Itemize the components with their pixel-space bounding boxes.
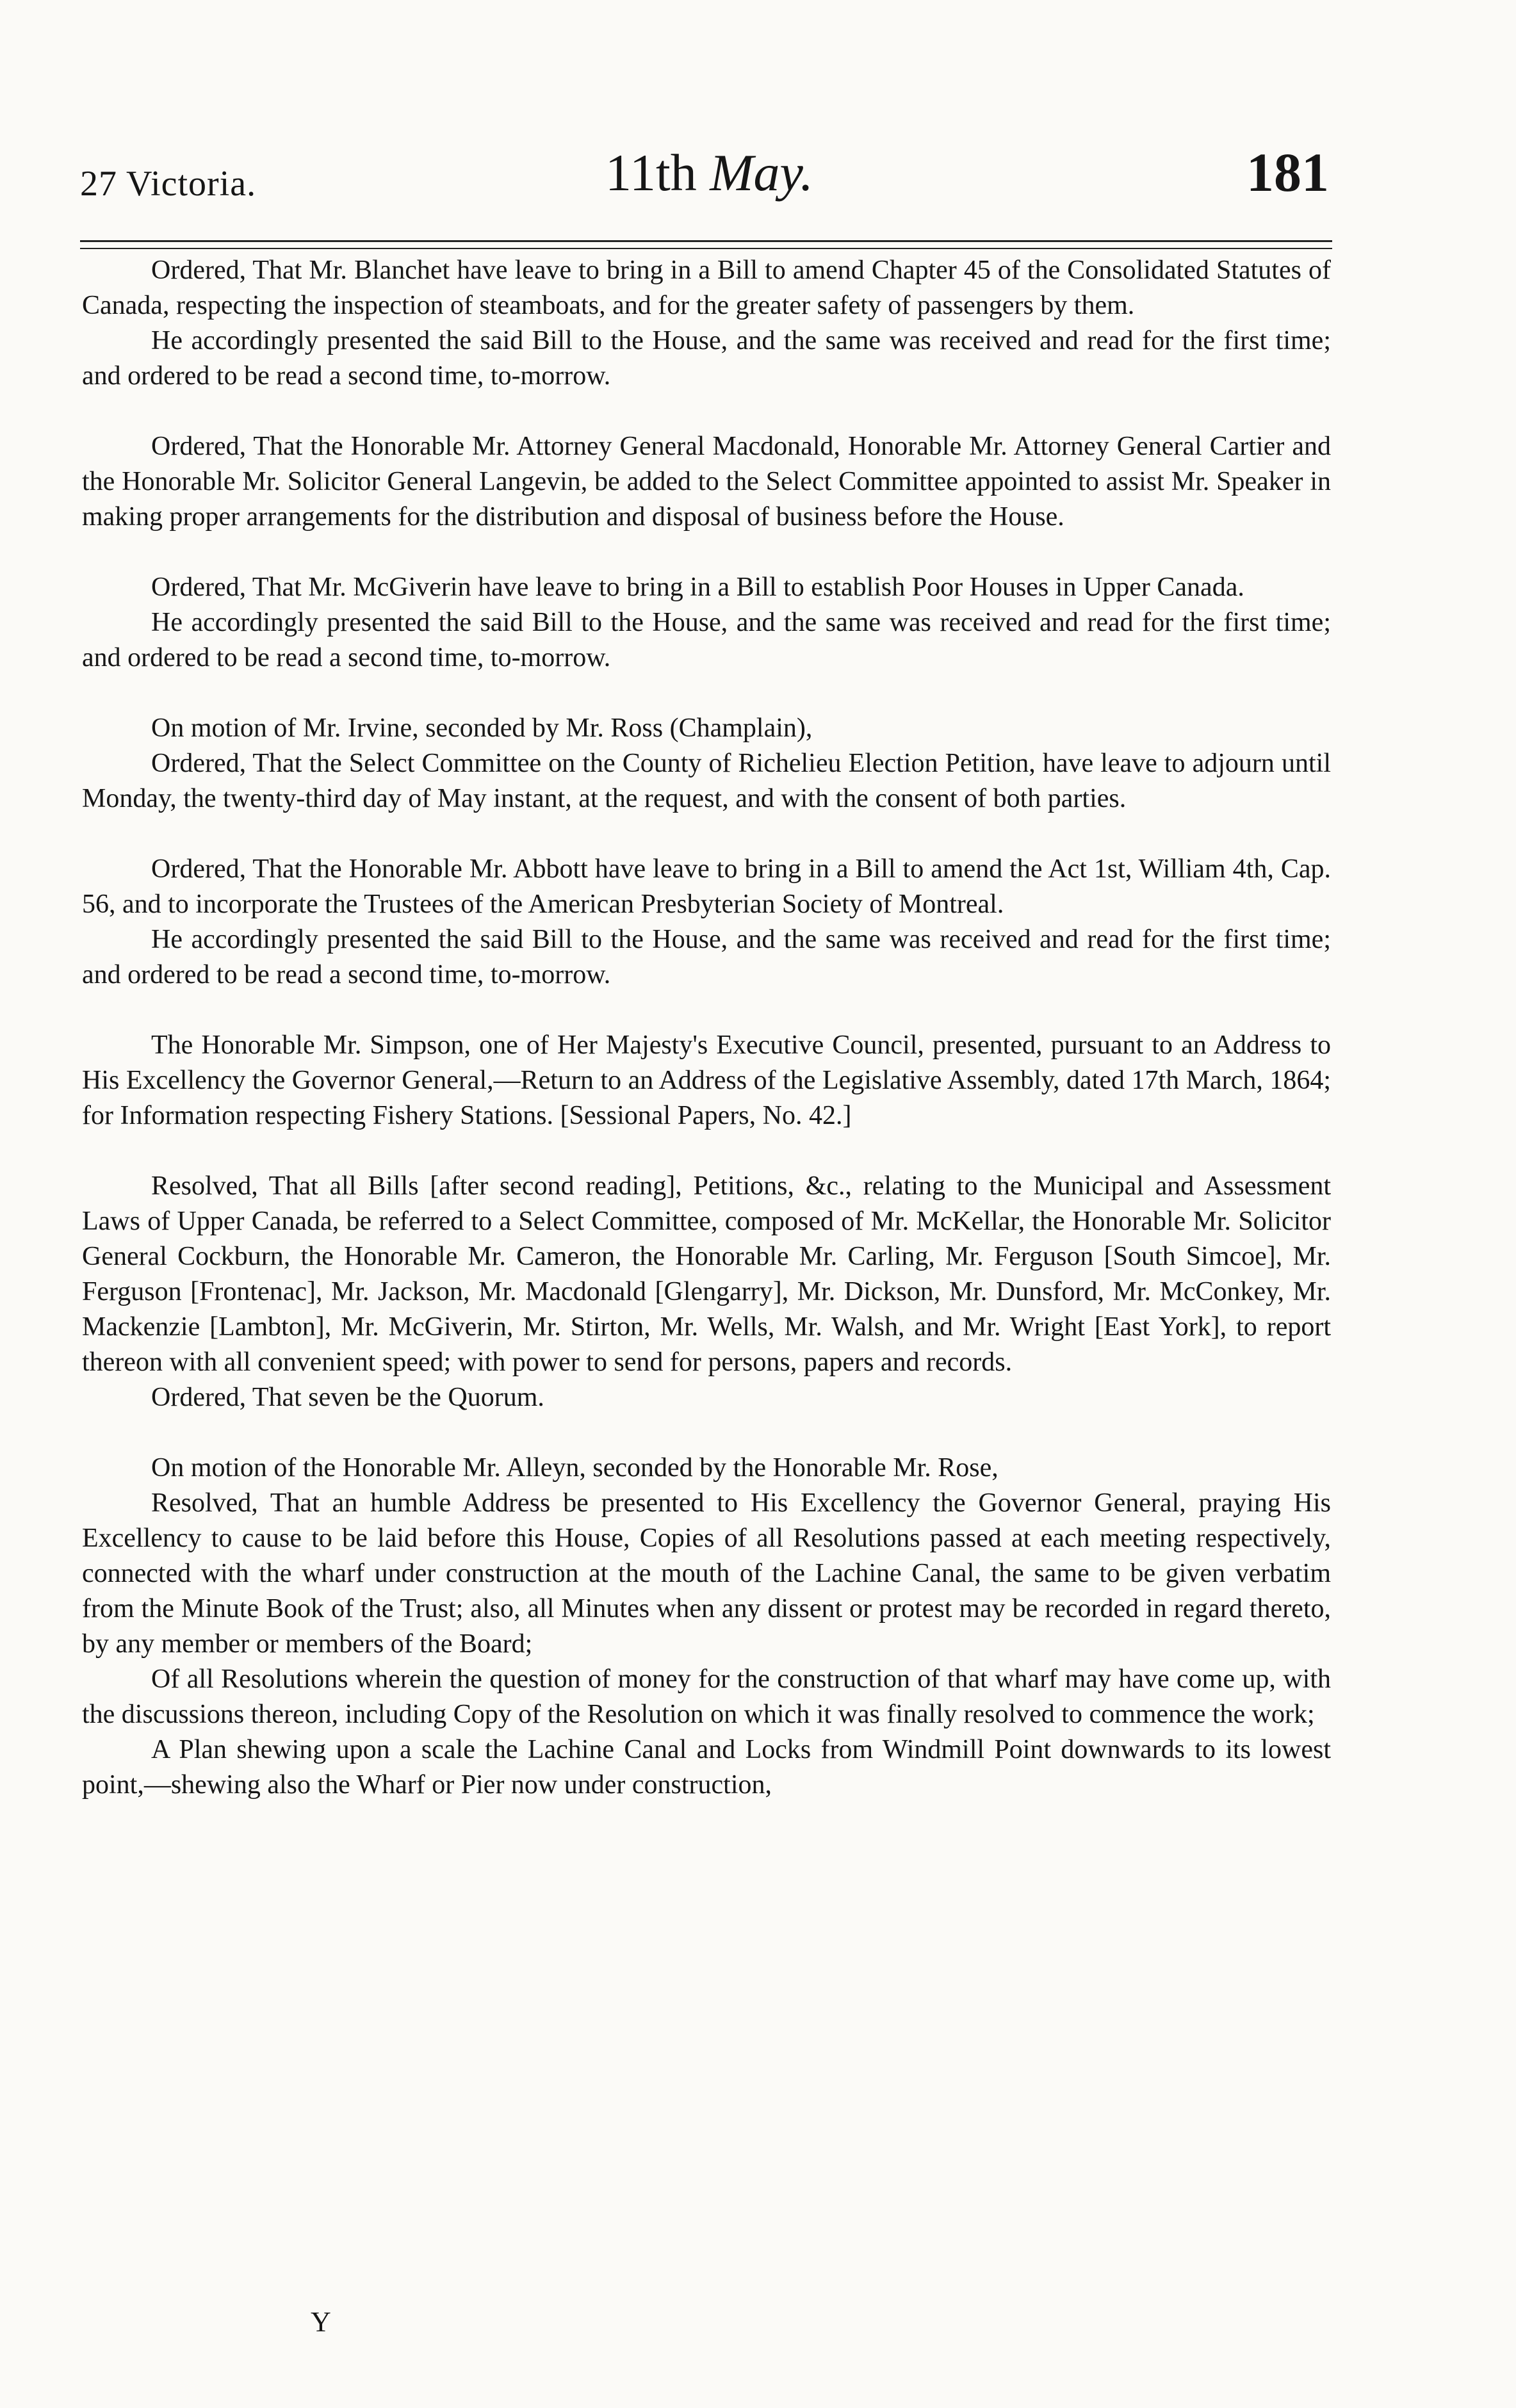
paragraph-irvine-motion: On motion of Mr. Irvine, seconded by Mr. Ross (Champlain), (151, 713, 813, 743)
paragraph-alleyn-motion: On motion of the Honorable Mr. Alleyn, seconded by the Honorable Mr. Rose, (151, 1453, 998, 1483)
regnal-year: 27 Victoria. (80, 164, 257, 204)
paragraph-lachine-plan: A Plan shewing upon a scale the Lachine Canal and Locks from Windmill Point downwards to its lowest point,—shewing also the Wharf or Pier now under construction, (82, 1735, 1331, 1800)
paragraph-richelieu-order: Ordered, That the Select Committee on the County of Richelieu Election Petition, have leave to adjourn until Monday, the twenty-third day of May instant, at the request, and with the consent of both parties. (82, 749, 1331, 813)
paragraph-mcgiverin-order: Ordered, That Mr. McGiverin have leave to bring in a Bill to establish Poor Houses in Upper Canada. (151, 573, 1244, 602)
paragraph-blanchet-presented: He accordingly presented the said Bill to the House, and the same was received and read for the first time; and ordered to be read a second time, to-morrow. (82, 326, 1331, 391)
page-number: 181 (1246, 142, 1329, 203)
page-header (80, 138, 1329, 221)
paragraph-simpson-return: The Honorable Mr. Simpson, one of Her Majesty's Executive Council, presented, pursuant to an Address to His Excellency the Governor General,—Return to an Address of the Legislative Assembly, dated 17th March, 1864; for Information respecting Fishery Stations. [Sessional Papers, No. 42.] (82, 1030, 1331, 1130)
paragraph-select-committee-additions: Ordered, That the Honorable Mr. Attorney General Macdonald, Honorable Mr. Attorney General Cartier and the Honorable Mr. Solicitor General Langevin, be added to the Select Committee appointed to assist Mr. Speaker in making proper arrangements for the distribution and disposal of business before the House. (82, 432, 1331, 532)
paragraph-municipal-resolution: Resolved, That all Bills [after second reading], Petitions, &c., relating to the Municipal and Assessment Laws of Upper Canada, be referred to a Select Committee, composed of Mr. McKellar, the Honorable Mr. Solicitor General Cockburn, the Honorable Mr. Cameron, the Honorable Mr. Carling, Mr. Ferguson [South Simcoe], Mr. Ferguson [Frontenac], Mr. Jackson, Mr. Macdonald [Glengarry], Mr. Dickson, Mr. Dunsford, Mr. McConkey, Mr. Mackenzie [Lambton], Mr. McGiverin, Mr. Stirton, Mr. Wells, Mr. Walsh, and Mr. Wright [East York], to report thereon with all convenient speed; with power to send for persons, papers and records. (82, 1171, 1331, 1377)
paragraph-abbott-presented: He accordingly presented the said Bill to the House, and the same was received and read for the first time; and ordered to be read a second time, to-morrow. (82, 925, 1331, 989)
paragraph-quorum-order: Ordered, That seven be the Quorum. (151, 1383, 544, 1412)
journal-body (82, 253, 1331, 1803)
paragraph-abbott-order: Ordered, That the Honorable Mr. Abbott have leave to bring in a Bill to amend the Act 1st, William 4th, Cap. 56, and to incorporate the Trustees of the American Presbyterian Society of Montreal. (82, 854, 1331, 919)
header-rule-bottom (80, 248, 1332, 249)
date-month: May. (710, 143, 813, 202)
paragraph-lachine-money: Of all Resolutions wherein the question of money for the construction of that wharf may have come up, with the discussions thereon, including Copy of the Resolution on which it was finally resolved to commence the work; (82, 1664, 1331, 1729)
page-date (605, 143, 813, 203)
paragraph-lachine-address: Resolved, That an humble Address be presented to His Excellency the Governor General, praying His Excellency to cause to be laid before this House, Copies of all Resolutions passed at each meeting respectively, connected with the wharf under construction at the mouth of the Lachine Canal, the same to be given verbatim from the Minute Book of the Trust; also, all Minutes when any dissent or protest may be recorded in regard thereto, by any member or members of the Board; (82, 1488, 1331, 1659)
signature-mark: Y (311, 2306, 331, 2338)
paragraph-mcgiverin-presented: He accordingly presented the said Bill to the House, and the same was received and read for the first time; and ordered to be read a second time, to-morrow. (82, 608, 1331, 672)
date-day: 11th (605, 143, 697, 202)
paragraph-blanchet-order: Ordered, That Mr. Blanchet have leave to bring in a Bill to amend Chapter 45 of the Consolidated Statutes of Canada, respecting the inspection of steamboats, and for the greater safety of passengers by them. (82, 256, 1331, 320)
header-rule-top (80, 240, 1332, 242)
